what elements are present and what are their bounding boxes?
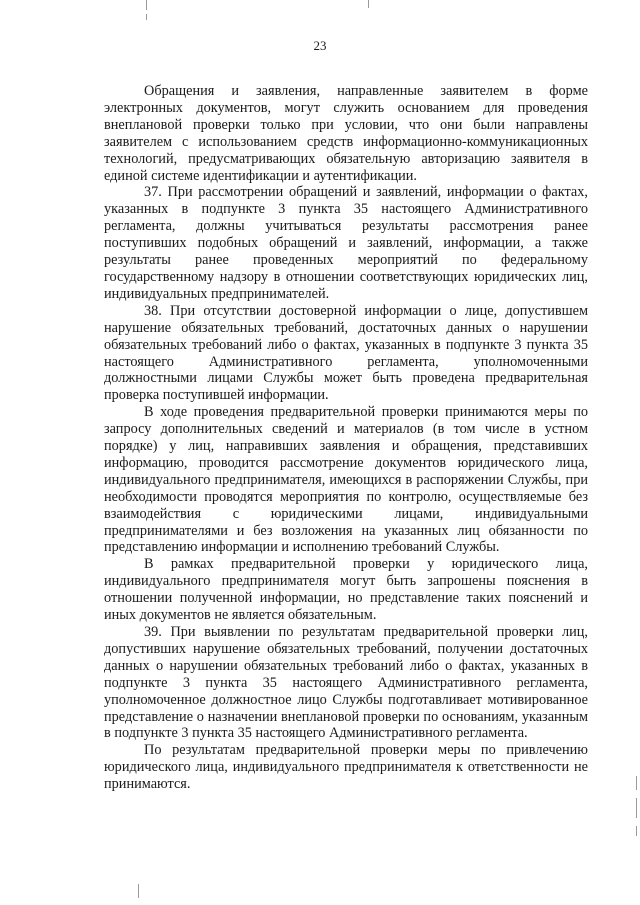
paragraph-no-liability: По результатам предварительной проверки меры по привлечению юридического лица, индивидуального предпринимателя к ответственности не принимаются.: [104, 742, 588, 793]
scan-margin-mark: [636, 826, 637, 836]
scan-margin-mark: [368, 0, 369, 8]
paragraph-38: 38. При отсутствии достоверной информации о лице, допустившем нарушение обязательных требований, достаточных данных о нарушении обязательных требований либо о фактах, указанных в подпункте 3 пункта 35 настоящего Административного регламента, уполномоченными должностными лицами Службы может быть проведена предварительная проверка поступившей информации.: [104, 302, 588, 404]
scan-margin-mark: [146, 0, 147, 10]
paragraph-preliminary-check-measures: В ходе проведения предварительной проверки принимаются меры по запросу дополнительных сведений и материалов (в том числе в устном порядке) у лиц, направивших заявления и обращения, представивших информацию, проводится рассмотрение документов юридического лица, индивидуального предпринимателя, имеющихся в распоряжении Службы, при необходимости проводятся мероприятия по контролю, осуществляемые без взаимодействия с юридическими лицами, индивидуальными предпринимателями и без возложения на указанных лиц обязанности по представлению информации и исполнению требований Службы.: [104, 404, 588, 556]
paragraph-electronic-requests: Обращения и заявления, направленные заявителем в форме электронных документов, могут служить основанием для проведения внеплановой проверки только при условии, что они были направлены заявителем с использованием средств информационно-коммуникационных технологий, предусматривающих обязательную авторизацию заявителя в единой системе идентификации и аутентификации.: [104, 83, 588, 184]
paragraph-explanations-request: В рамках предварительной проверки у юридического лица, индивидуального предпринимателя могут быть запрошены пояснения в отношении полученной информации, но представление таких пояснений и иных документов не является обязательным.: [104, 556, 588, 624]
scan-margin-mark: [636, 776, 637, 790]
scan-margin-mark: [138, 884, 139, 898]
paragraph-39: 39. При выявлении по результатам предварительной проверки лиц, допустивших нарушение обязательных требований, получении достаточных данных о нарушении обязательных требований либо о фактах, указанных в подпункте 3 пункта 35 настоящего Административного регламента, уполномоченное должностное лицо Службы подготавливает мотивированное представление о назначении внеплановой проверки по основаниям, указанным в подпункте 3 пункта 35 настоящего Административного регламента.: [104, 624, 588, 742]
scan-margin-mark: [636, 798, 637, 818]
document-body: [104, 83, 588, 793]
scan-margin-mark: [146, 14, 147, 20]
paragraph-37: 37. При рассмотрении обращений и заявлений, информации о фактах, указанных в подпункте 3 пункта 35 настоящего Административного регламента, должны учитываться результаты рассмотрения ранее поступивших подобных обращений и заявлений, информации, а также результаты ранее проведенных мероприятий по федеральному государственному надзору в отношении соответствующих юридических лиц, индивидуальных предпринимателей.: [104, 184, 588, 302]
page-number: 23: [313, 38, 327, 53]
